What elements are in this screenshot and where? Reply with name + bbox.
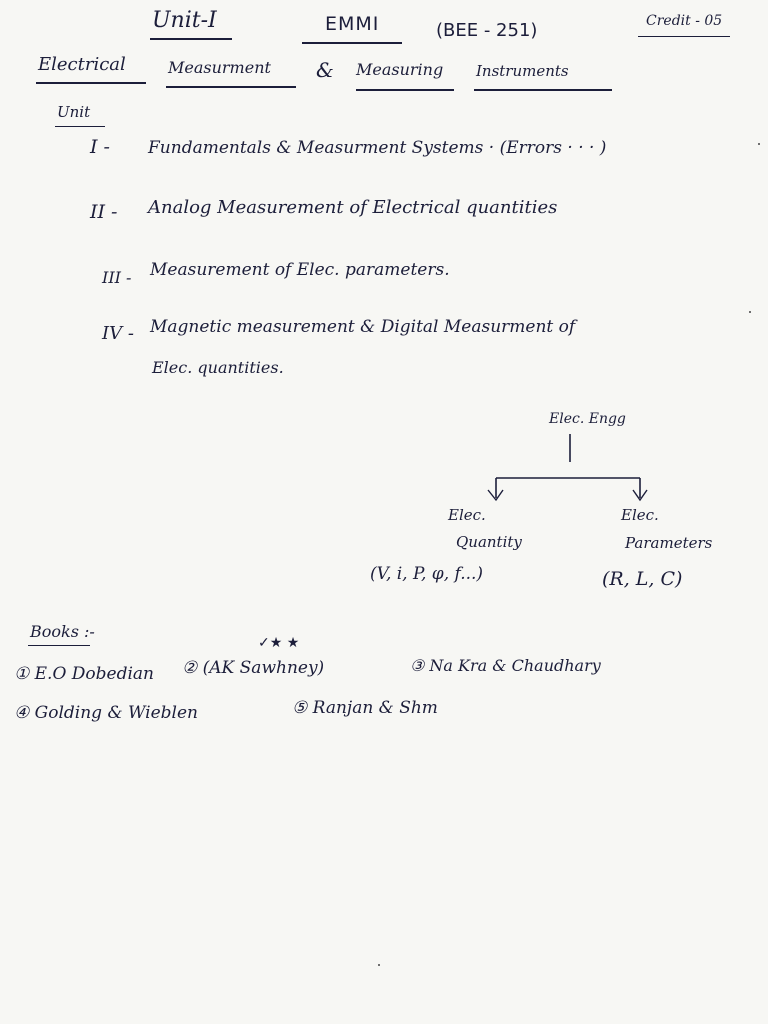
book-5: ⑤ Ranjan & Shm	[292, 698, 438, 718]
unit-4-continuation: Elec. quantities.	[152, 358, 284, 377]
unit-heading: Unit	[57, 103, 91, 121]
unit-3-number: III -	[102, 268, 132, 287]
unit-4-number: IV -	[102, 323, 134, 344]
title-measuring: Measuring	[356, 60, 444, 79]
title-amp: &	[316, 58, 334, 82]
unit-2-number: II -	[90, 201, 118, 223]
diagram-root: Elec. Engg	[549, 411, 626, 427]
credit-label: Credit - 05	[646, 13, 723, 29]
diagram-right-line1: Elec.	[621, 506, 659, 524]
title-instruments: Instruments	[476, 62, 569, 80]
course-name: EMMI	[325, 13, 380, 35]
book-1: ① E.O Dobedian	[14, 664, 155, 684]
diagram-left-line1: Elec.	[448, 506, 486, 524]
title-electrical: Electrical	[38, 54, 126, 75]
unit-1-number: I -	[90, 136, 110, 158]
course-code: (BEE - 251)	[436, 20, 538, 41]
book-3: ③ Na Kra & Chaudhary	[410, 656, 601, 675]
paper-speck	[758, 143, 760, 145]
diagram-left-line2: Quantity	[456, 533, 522, 551]
books-stars: ✓★ ★	[258, 635, 300, 651]
title-measurment: Measurment	[168, 58, 271, 77]
book-4: ④ Golding & Wieblen	[14, 703, 198, 723]
books-underline	[28, 645, 90, 646]
books-heading: Books :-	[30, 622, 95, 641]
unit-3-text: Measurement of Elec. parameters.	[150, 260, 450, 280]
unit-1-text: Fundamentals & Measurment Systems · (Errors · · · )	[148, 138, 607, 158]
unit-4-text: Magnetic measurement & Digital Measurment of	[150, 317, 576, 337]
diagram-right-line2: Parameters	[625, 534, 713, 552]
unit-label: Unit-I	[152, 8, 217, 33]
book-2: ② (AK Sawhney)	[182, 658, 325, 678]
diagram-left-line3: (V, i, P, φ, f...)	[370, 564, 484, 584]
unit-2-text: Analog Measurement of Electrical quantities	[148, 197, 558, 218]
paper-speck	[378, 964, 380, 966]
paper-speck	[749, 311, 751, 313]
diagram-right-line3: (R, L, C)	[602, 568, 683, 590]
